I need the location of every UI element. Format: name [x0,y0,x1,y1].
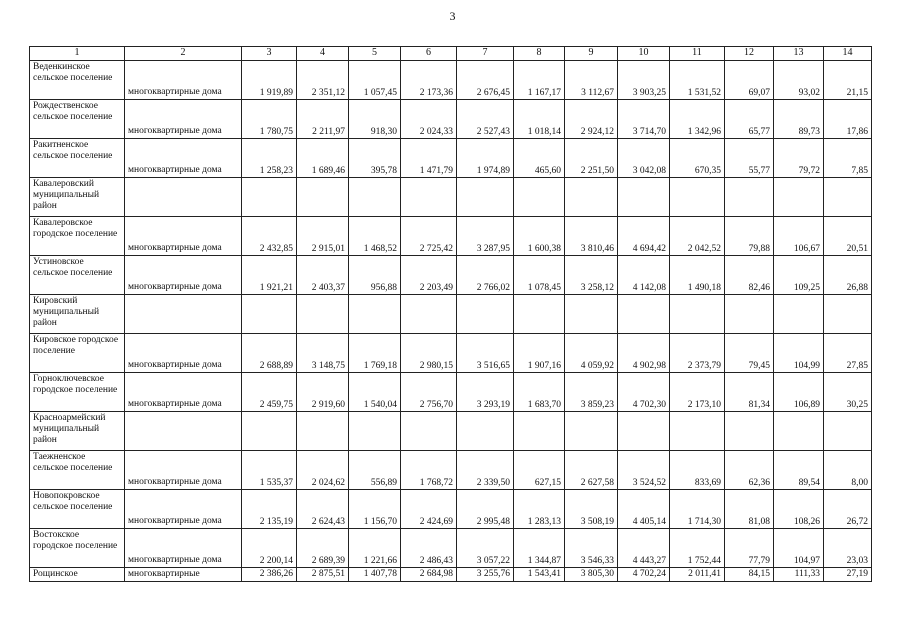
table-row [30,178,872,217]
value-cell: 26,72 [824,490,872,529]
value-cell: 2 211,97 [297,100,349,139]
housing-type: многоквартирные дома [125,100,242,139]
value-cell: 89,54 [774,451,824,490]
value-cell: 1 078,45 [514,256,565,295]
table-row [30,100,872,139]
value-cell: 2 684,98 [401,568,457,582]
value-cell: 1 283,13 [514,490,565,529]
value-cell [670,412,725,451]
value-cell [297,295,349,334]
municipality-name: Новопокровское сельское поселение [30,490,125,529]
value-cell: 3 516,65 [457,334,514,373]
value-cell [725,412,774,451]
value-cell: 4 694,42 [618,217,670,256]
value-cell: 3 859,23 [565,373,618,412]
value-cell: 108,26 [774,490,824,529]
value-cell: 1 057,45 [349,61,401,100]
value-cell: 2 386,26 [242,568,297,582]
value-cell [725,178,774,217]
value-cell: 2 011,41 [670,568,725,582]
value-cell: 79,72 [774,139,824,178]
value-cell: 2 135,19 [242,490,297,529]
column-header: 6 [401,47,457,61]
value-cell: 1 543,41 [514,568,565,582]
value-cell: 918,30 [349,100,401,139]
table-row [30,451,872,490]
table-header [30,47,872,61]
value-cell: 1 471,79 [401,139,457,178]
value-cell [349,295,401,334]
column-header: 2 [125,47,242,61]
value-cell: 2 924,12 [565,100,618,139]
value-cell: 2 627,58 [565,451,618,490]
value-cell: 556,89 [349,451,401,490]
value-cell: 2 995,48 [457,490,514,529]
housing-type: многоквартирные дома [125,334,242,373]
value-cell: 82,46 [725,256,774,295]
value-cell: 2 200,14 [242,529,297,568]
value-cell: 2 688,89 [242,334,297,373]
municipality-name: Красноармейский муниципальный район [30,412,125,451]
municipality-name: Таежненское сельское поселение [30,451,125,490]
column-header: 13 [774,47,824,61]
value-cell: 1 018,14 [514,100,565,139]
value-cell: 833,69 [670,451,725,490]
value-cell: 1 221,66 [349,529,401,568]
municipality-name: Кавалеровский муниципальный район [30,178,125,217]
value-cell: 3 524,52 [618,451,670,490]
value-cell: 2 725,42 [401,217,457,256]
value-cell: 1 714,30 [670,490,725,529]
value-cell: 69,07 [725,61,774,100]
value-cell: 104,99 [774,334,824,373]
value-cell: 3 287,95 [457,217,514,256]
value-cell: 2 203,49 [401,256,457,295]
table-row [30,568,872,582]
value-cell: 3 293,19 [457,373,514,412]
value-cell: 1 468,52 [349,217,401,256]
value-cell: 3 112,67 [565,61,618,100]
value-cell: 23,03 [824,529,872,568]
value-cell: 65,77 [725,100,774,139]
value-cell [297,412,349,451]
value-cell: 109,25 [774,256,824,295]
housing-type: многоквартирные дома [125,451,242,490]
value-cell [670,295,725,334]
value-cell: 1 258,23 [242,139,297,178]
value-cell [514,178,565,217]
column-header: 8 [514,47,565,61]
value-cell: 3 258,12 [565,256,618,295]
value-cell: 3 810,46 [565,217,618,256]
value-cell: 1 907,16 [514,334,565,373]
value-cell: 395,78 [349,139,401,178]
value-cell: 2 766,02 [457,256,514,295]
value-cell: 8,00 [824,451,872,490]
municipality-name: Веденкинское сельское поселение [30,61,125,100]
value-cell: 106,67 [774,217,824,256]
municipality-name: Кировское городское поселение [30,334,125,373]
value-cell: 2 756,70 [401,373,457,412]
value-cell: 26,88 [824,256,872,295]
value-cell: 2 624,43 [297,490,349,529]
value-cell: 4 059,92 [565,334,618,373]
value-cell [401,412,457,451]
value-cell: 1 600,38 [514,217,565,256]
value-cell: 81,08 [725,490,774,529]
housing-type [125,295,242,334]
value-cell: 3 042,08 [618,139,670,178]
value-cell: 3 805,30 [565,568,618,582]
value-cell: 1 156,70 [349,490,401,529]
value-cell [565,295,618,334]
value-cell [514,412,565,451]
column-header: 1 [30,47,125,61]
value-cell: 3 508,19 [565,490,618,529]
value-cell: 79,45 [725,334,774,373]
value-cell [824,295,872,334]
value-cell: 1 768,72 [401,451,457,490]
value-cell: 4 702,30 [618,373,670,412]
column-header: 11 [670,47,725,61]
value-cell: 2 919,60 [297,373,349,412]
column-header: 5 [349,47,401,61]
value-cell: 1 683,70 [514,373,565,412]
table-row [30,61,872,100]
value-cell: 21,15 [824,61,872,100]
value-cell [242,178,297,217]
municipality-name: Горноключевское городское поселение [30,373,125,412]
header-row [30,47,872,61]
value-cell: 2 424,69 [401,490,457,529]
value-cell: 55,77 [725,139,774,178]
housing-type: многоквартирные дома [125,256,242,295]
value-cell [349,412,401,451]
value-cell: 104,97 [774,529,824,568]
value-cell: 2 339,50 [457,451,514,490]
value-cell: 956,88 [349,256,401,295]
municipality-name: Рождественское сельское поселение [30,100,125,139]
table-row [30,217,872,256]
value-cell: 2 173,10 [670,373,725,412]
value-cell: 1 490,18 [670,256,725,295]
housing-type: многоквартирные дома [125,529,242,568]
value-cell: 1 342,96 [670,100,725,139]
housing-type: многоквартирные дома [125,139,242,178]
value-cell: 2 486,43 [401,529,457,568]
housing-type: многоквартирные [125,568,242,582]
housing-type: многоквартирные дома [125,61,242,100]
value-cell: 3 546,33 [565,529,618,568]
municipality-name: Ракитненское сельское поселение [30,139,125,178]
value-cell: 27,19 [824,568,872,582]
value-cell: 1 407,78 [349,568,401,582]
value-cell [297,178,349,217]
value-cell: 2 024,62 [297,451,349,490]
value-cell: 111,33 [774,568,824,582]
value-cell: 465,60 [514,139,565,178]
value-cell: 77,79 [725,529,774,568]
value-cell: 79,88 [725,217,774,256]
value-cell: 93,02 [774,61,824,100]
value-cell: 7,85 [824,139,872,178]
table-row [30,490,872,529]
value-cell: 1 344,87 [514,529,565,568]
value-cell: 1 974,89 [457,139,514,178]
value-cell: 30,25 [824,373,872,412]
value-cell: 2 251,50 [565,139,618,178]
municipality-name: Востокское городское поселение [30,529,125,568]
value-cell: 27,85 [824,334,872,373]
value-cell: 20,51 [824,217,872,256]
value-cell: 3 148,75 [297,334,349,373]
value-cell [824,178,872,217]
column-header: 9 [565,47,618,61]
column-header: 12 [725,47,774,61]
value-cell: 62,36 [725,451,774,490]
value-cell: 17,86 [824,100,872,139]
value-cell: 1 780,75 [242,100,297,139]
value-cell: 2 980,15 [401,334,457,373]
value-cell [514,295,565,334]
value-cell: 1 540,04 [349,373,401,412]
value-cell: 1 752,44 [670,529,725,568]
value-cell [618,295,670,334]
value-cell: 89,73 [774,100,824,139]
value-cell [349,178,401,217]
value-cell: 627,15 [514,451,565,490]
value-cell: 1 919,89 [242,61,297,100]
value-cell: 2 373,79 [670,334,725,373]
value-cell: 106,89 [774,373,824,412]
value-cell [457,178,514,217]
table-row [30,373,872,412]
value-cell [242,412,297,451]
value-cell: 2 875,51 [297,568,349,582]
housing-type [125,412,242,451]
value-cell: 2 915,01 [297,217,349,256]
table-body [30,61,872,582]
column-header: 10 [618,47,670,61]
table-row [30,295,872,334]
value-cell: 3 714,70 [618,100,670,139]
value-cell: 2 351,12 [297,61,349,100]
housing-type: многоквартирные дома [125,490,242,529]
value-cell: 2 527,43 [457,100,514,139]
column-header: 7 [457,47,514,61]
value-cell [725,295,774,334]
municipality-name: Кавалеровское городское поселение [30,217,125,256]
municipality-name: Кировский муниципальный район [30,295,125,334]
value-cell: 81,34 [725,373,774,412]
value-cell [774,295,824,334]
table-row [30,334,872,373]
value-cell: 2 403,37 [297,256,349,295]
value-cell [824,412,872,451]
page-number: 3 [449,9,456,23]
value-cell: 4 902,98 [618,334,670,373]
value-cell: 2 042,52 [670,217,725,256]
value-cell: 3 255,76 [457,568,514,582]
value-cell: 4 405,14 [618,490,670,529]
housing-type: многоквартирные дома [125,373,242,412]
value-cell: 1 769,18 [349,334,401,373]
value-cell: 1 531,52 [670,61,725,100]
value-cell: 2 689,39 [297,529,349,568]
table-row [30,256,872,295]
value-cell: 4 443,27 [618,529,670,568]
value-cell: 1 535,37 [242,451,297,490]
value-cell: 670,35 [670,139,725,178]
tariff-table [29,46,872,582]
value-cell: 2 173,36 [401,61,457,100]
value-cell [618,178,670,217]
value-cell: 84,15 [725,568,774,582]
column-header: 14 [824,47,872,61]
value-cell [242,295,297,334]
value-cell: 4 702,24 [618,568,670,582]
value-cell: 1 689,46 [297,139,349,178]
value-cell: 2 024,33 [401,100,457,139]
value-cell [670,178,725,217]
value-cell [457,412,514,451]
value-cell: 2 432,85 [242,217,297,256]
value-cell [565,412,618,451]
municipality-name: Рощинское [30,568,125,582]
value-cell: 4 142,08 [618,256,670,295]
value-cell: 2 459,75 [242,373,297,412]
column-header: 4 [297,47,349,61]
value-cell: 3 057,22 [457,529,514,568]
housing-type: многоквартирные дома [125,217,242,256]
municipality-name: Устиновское сельское поселение [30,256,125,295]
value-cell [401,295,457,334]
column-header: 3 [242,47,297,61]
value-cell: 1 167,17 [514,61,565,100]
table-row [30,412,872,451]
value-cell: 1 921,21 [242,256,297,295]
value-cell [457,295,514,334]
table-row [30,139,872,178]
value-cell [565,178,618,217]
value-cell [401,178,457,217]
housing-type [125,178,242,217]
table-row [30,529,872,568]
value-cell: 2 676,45 [457,61,514,100]
value-cell [774,178,824,217]
value-cell [618,412,670,451]
value-cell: 3 903,25 [618,61,670,100]
value-cell [774,412,824,451]
